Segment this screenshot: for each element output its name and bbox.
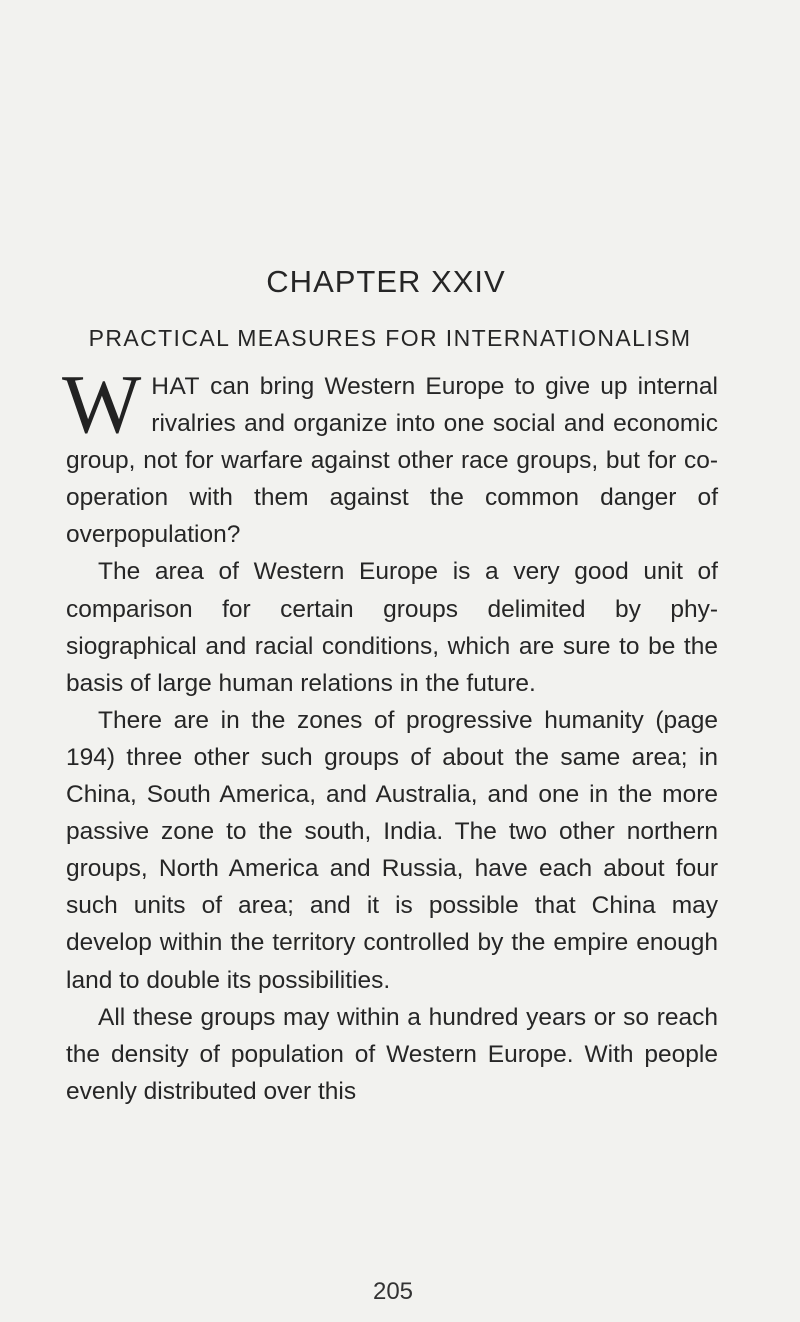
paragraph-1: [62, 358, 718, 553]
paragraph-2: The area of Western Europe is a very good unit of comparison for certain groups delimited by phy- siographical and racial conditions, which are sure to be the basis of large human relations in the future.: [66, 558, 718, 697]
chapter-title: PRACTICAL MEASURES FOR INTERNATIONALISM: [88, 325, 692, 351]
opening-small-caps: HAT: [151, 373, 200, 400]
paragraph-1-text: can bring Western Europe to give up internal rivalries and organize into one social and economic group, not for warfare against other race groups, but for co-operation with them against the common danger of overpopulation?: [66, 373, 718, 549]
chapter-body: [62, 358, 718, 1110]
paragraph-4: All these groups may within a hundred years or so reach the density of population of Western Europe. With people evenly distributed over this: [66, 1003, 718, 1105]
chapter-number-heading: CHAPTER XXIV: [266, 264, 506, 299]
page-number: 205: [372, 1278, 414, 1305]
paragraph-3: There are in the zones of progressive humanity (page 194) three other such groups of about the same area; in China, South America, and Australia, and one in the more passive zone to the south, India. The two other northern groups, North America and Russia, have each about four such units of area; and it is possible that China may develop within the territory controlled by the empire enough land to double its possibilities.: [66, 706, 718, 994]
drop-cap: W: [62, 358, 142, 451]
